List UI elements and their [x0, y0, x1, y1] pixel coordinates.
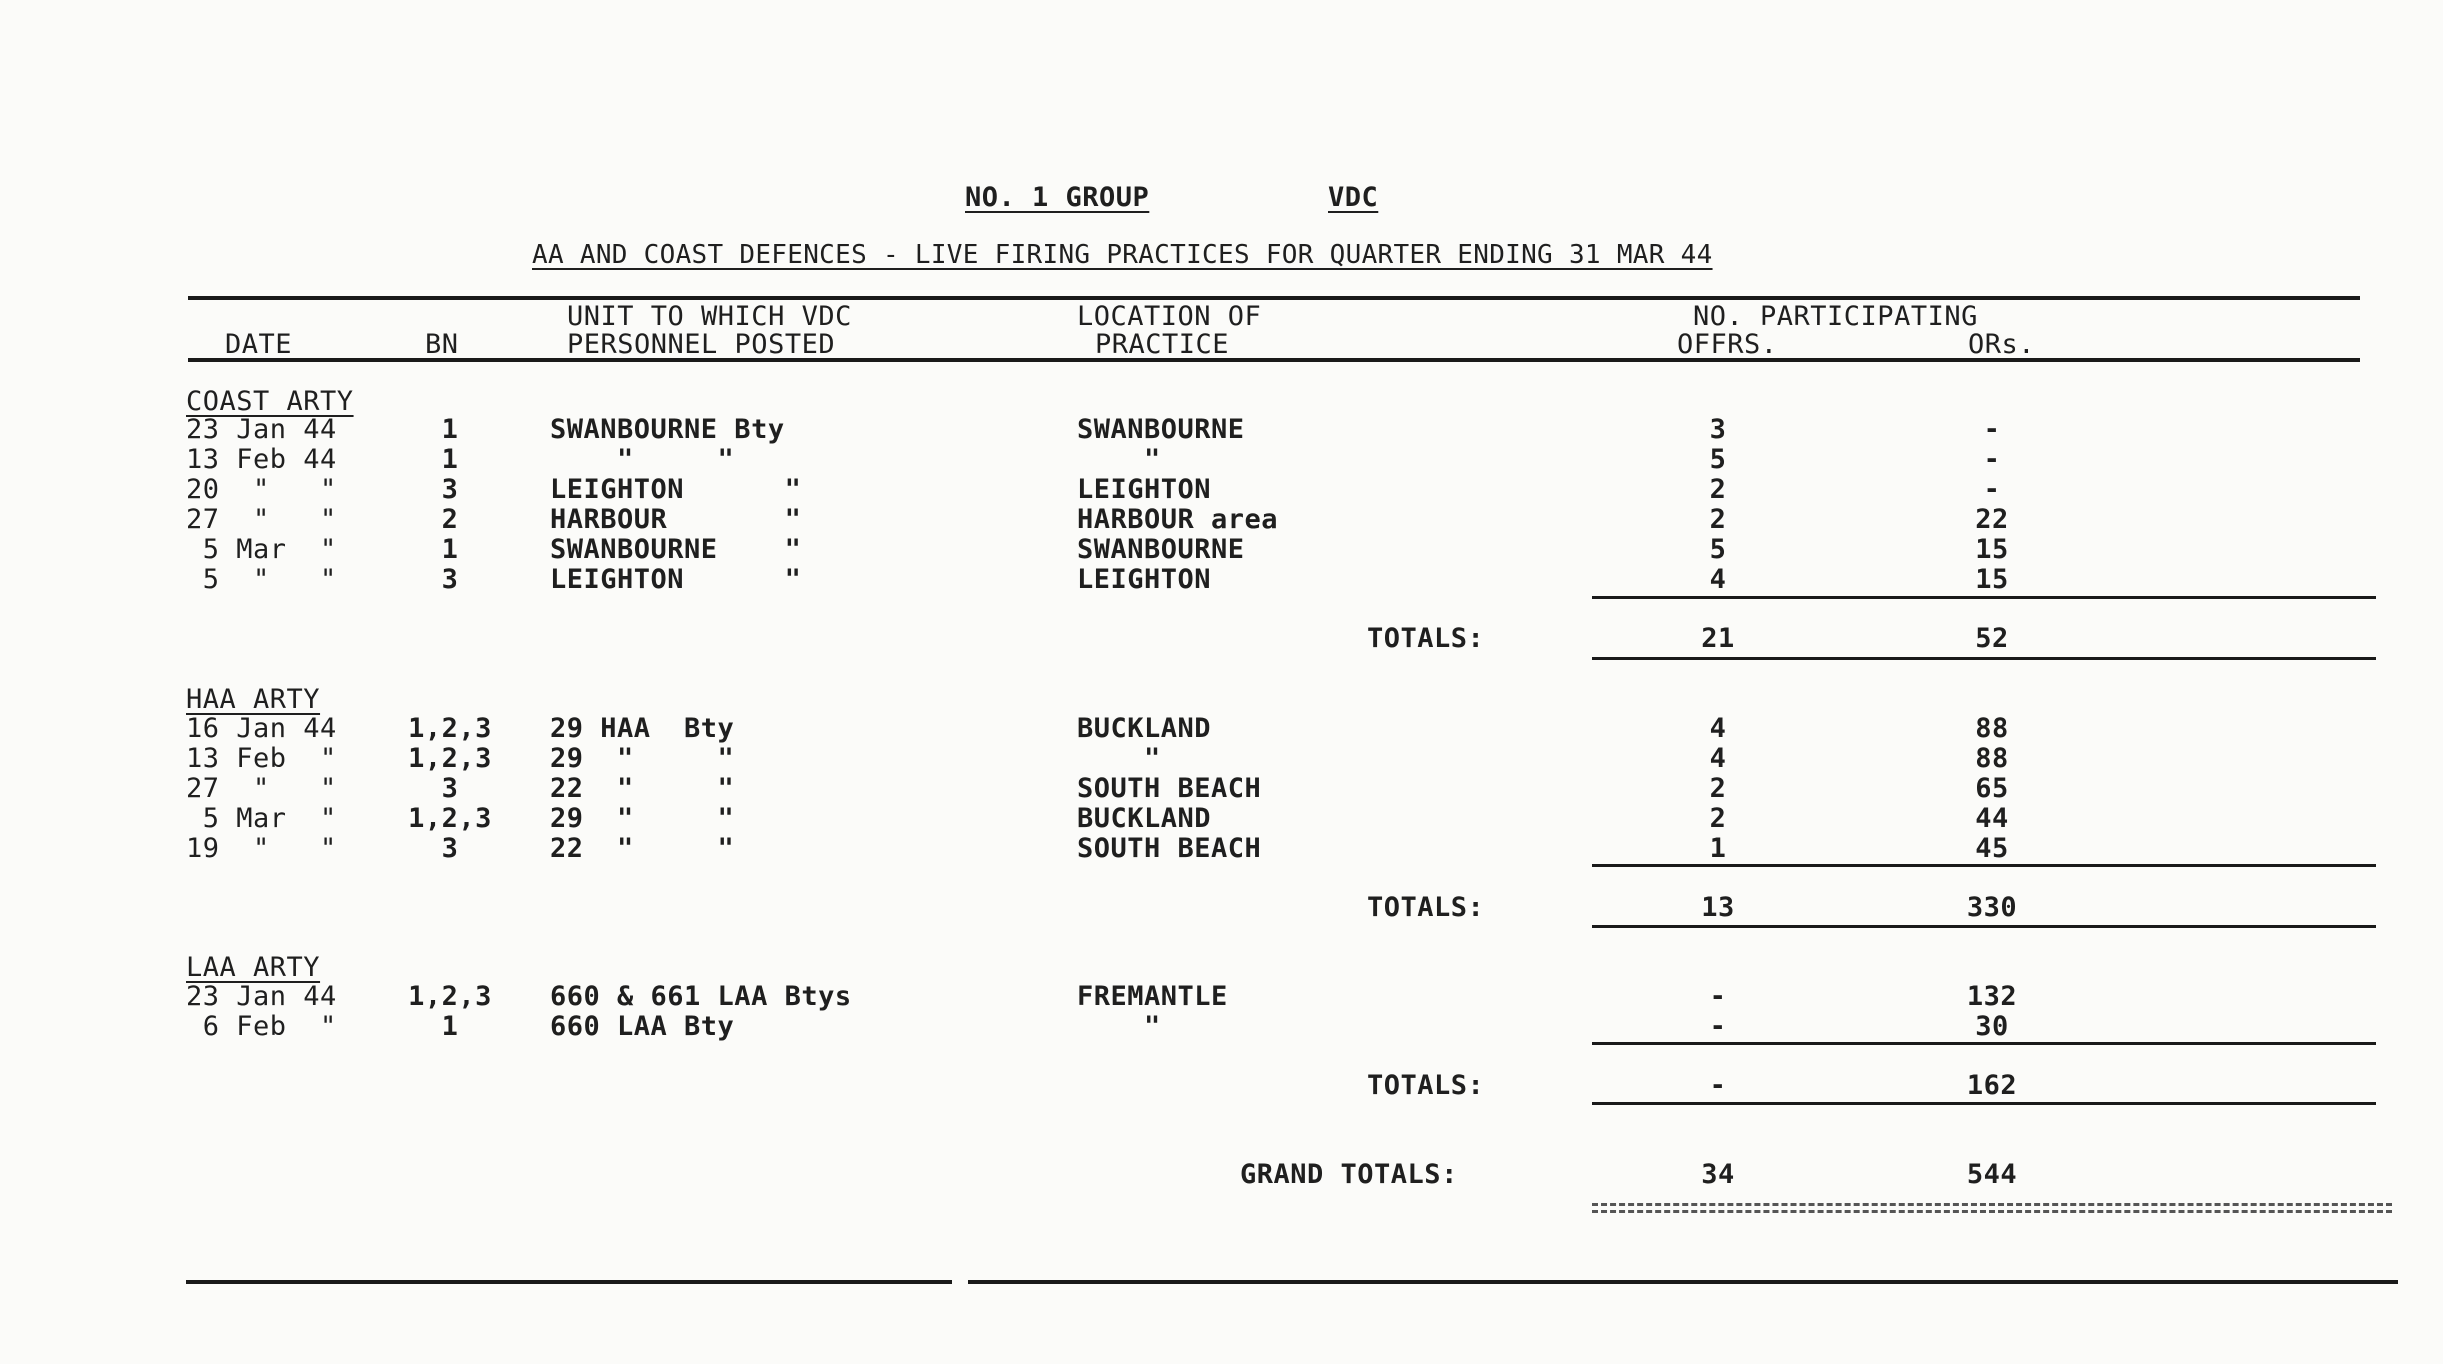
totals-ors: 52 [1975, 623, 2009, 654]
cell-offrs: 4 [1709, 743, 1727, 774]
cell-offrs: 5 [1709, 534, 1727, 565]
totals-ors: 162 [1966, 1070, 2018, 1101]
grand-totals-offrs: 34 [1701, 1159, 1735, 1190]
cell-offrs: 1 [1709, 833, 1727, 864]
cell-offrs: 2 [1709, 773, 1727, 804]
cell-bn: 1 [441, 534, 459, 565]
grand-totals-double-rule-top [1592, 1203, 2392, 1206]
cell-bn: 3 [441, 564, 459, 595]
cell-bn: 1 [441, 444, 459, 475]
header-location-line1: LOCATION OF [1077, 301, 1262, 332]
totals-label: TOTALS: [1367, 623, 1485, 654]
totals-rule [1592, 1102, 2376, 1105]
cell-ors: 88 [1975, 713, 2009, 744]
totals-ors: 330 [1966, 892, 2018, 923]
document-subtitle: AA AND COAST DEFENCES - LIVE FIRING PRACTICES FOR QUARTER ENDING 31 MAR 44 [532, 240, 1713, 270]
cell-bn: 1,2,3 [408, 981, 492, 1012]
section-title-haa-arty: HAA ARTY [186, 684, 321, 715]
cell-location: FREMANTLE [1077, 981, 1228, 1012]
cell-offrs: - [1709, 981, 1727, 1012]
header-location-line2: PRACTICE [1095, 329, 1230, 360]
cell-unit: 29 " " [550, 743, 735, 774]
totals-offrs: 21 [1701, 623, 1735, 654]
cell-unit: LEIGHTON " [550, 474, 802, 505]
grand-totals-double-rule-bottom [1592, 1210, 2392, 1213]
subtotal-rule [1592, 596, 2376, 599]
cell-ors: - [1983, 414, 2001, 445]
grand-totals-ors: 544 [1966, 1159, 2018, 1190]
header-participating: NO. PARTICIPATING [1693, 301, 1978, 332]
cell-bn: 1,2,3 [408, 713, 492, 744]
grand-totals-label: GRAND TOTALS: [1240, 1159, 1458, 1190]
header-bn: BN [425, 329, 459, 360]
cell-offrs: 2 [1709, 474, 1727, 505]
cell-offrs: 2 [1709, 504, 1727, 535]
cell-date: 13 Feb 44 [186, 444, 337, 475]
totals-rule [1592, 925, 2376, 928]
cell-bn: 1,2,3 [408, 803, 492, 834]
cell-ors: - [1983, 474, 2001, 505]
document-unit: VDC [1328, 182, 1379, 213]
header-offrs: OFFRS. [1677, 329, 1778, 360]
header-ors: ORs. [1968, 329, 2036, 360]
cell-ors: 45 [1975, 833, 2009, 864]
subtotal-rule [1592, 1042, 2376, 1045]
cell-unit: 660 LAA Bty [550, 1011, 735, 1042]
section-title-coast-arty: COAST ARTY [186, 386, 354, 417]
cell-ors: 132 [1966, 981, 2018, 1012]
cell-unit: 29 HAA Bty [550, 713, 735, 744]
cell-unit: 29 " " [550, 803, 735, 834]
cell-date: 23 Jan 44 [186, 414, 337, 445]
cell-date: 27 " " [186, 504, 337, 535]
cell-ors: - [1983, 444, 2001, 475]
cell-date: 16 Jan 44 [186, 713, 337, 744]
header-top-rule [188, 296, 2360, 300]
cell-date: 5 Mar " [186, 803, 337, 834]
cell-ors: 44 [1975, 803, 2009, 834]
cell-date: 20 " " [186, 474, 337, 505]
cell-location: SWANBOURNE [1077, 414, 1245, 445]
cell-offrs: 4 [1709, 713, 1727, 744]
cell-unit: 660 & 661 LAA Btys [550, 981, 852, 1012]
cell-offrs: 5 [1709, 444, 1727, 475]
subtotal-rule [1592, 864, 2376, 867]
section-title-laa-arty: LAA ARTY [186, 952, 321, 983]
cell-unit: LEIGHTON " [550, 564, 802, 595]
cell-offrs: 3 [1709, 414, 1727, 445]
cell-bn: 1,2,3 [408, 743, 492, 774]
cell-date: 27 " " [186, 773, 337, 804]
cell-bn: 2 [441, 504, 459, 535]
cell-location: LEIGHTON [1077, 474, 1212, 505]
cell-unit: 22 " " [550, 773, 735, 804]
cell-bn: 1 [441, 1011, 459, 1042]
cell-ors: 30 [1975, 1011, 2009, 1042]
cell-ors: 65 [1975, 773, 2009, 804]
totals-rule [1592, 657, 2376, 660]
cell-location: HARBOUR area [1077, 504, 1279, 535]
cell-location: SOUTH BEACH [1077, 773, 1262, 804]
cell-date: 23 Jan 44 [186, 981, 337, 1012]
cell-bn: 3 [441, 474, 459, 505]
header-unit-line1: UNIT TO WHICH VDC [567, 301, 852, 332]
cell-unit: " " [550, 444, 735, 475]
cell-location: SWANBOURNE [1077, 534, 1245, 565]
document-title: NO. 1 GROUP [965, 182, 1150, 213]
cell-location: " [1077, 743, 1161, 774]
cell-location: SOUTH BEACH [1077, 833, 1262, 864]
footer-rule-right [968, 1280, 2398, 1284]
footer-rule-left [186, 1280, 952, 1284]
cell-ors: 88 [1975, 743, 2009, 774]
cell-ors: 15 [1975, 534, 2009, 565]
cell-bn: 3 [441, 773, 459, 804]
cell-offrs: 4 [1709, 564, 1727, 595]
cell-unit: SWANBOURNE " [550, 534, 802, 565]
cell-location: BUCKLAND [1077, 803, 1212, 834]
cell-ors: 15 [1975, 564, 2009, 595]
totals-offrs: 13 [1701, 892, 1735, 923]
cell-date: 5 " " [186, 564, 337, 595]
cell-offrs: 2 [1709, 803, 1727, 834]
cell-date: 19 " " [186, 833, 337, 864]
totals-offrs: - [1709, 1070, 1727, 1101]
cell-bn: 1 [441, 414, 459, 445]
cell-unit: HARBOUR " [550, 504, 802, 535]
totals-label: TOTALS: [1367, 892, 1485, 923]
cell-ors: 22 [1975, 504, 2009, 535]
cell-location: BUCKLAND [1077, 713, 1212, 744]
cell-offrs: - [1709, 1011, 1727, 1042]
cell-date: 5 Mar " [186, 534, 337, 565]
cell-date: 6 Feb " [186, 1011, 337, 1042]
cell-location: " [1077, 444, 1161, 475]
totals-label: TOTALS: [1367, 1070, 1485, 1101]
cell-location: LEIGHTON [1077, 564, 1212, 595]
cell-date: 13 Feb " [186, 743, 337, 774]
cell-bn: 3 [441, 833, 459, 864]
cell-location: " [1077, 1011, 1161, 1042]
cell-unit: SWANBOURNE Bty [550, 414, 785, 445]
header-date: DATE [225, 329, 293, 360]
cell-unit: 22 " " [550, 833, 735, 864]
header-unit-line2: PERSONNEL POSTED [567, 329, 836, 360]
